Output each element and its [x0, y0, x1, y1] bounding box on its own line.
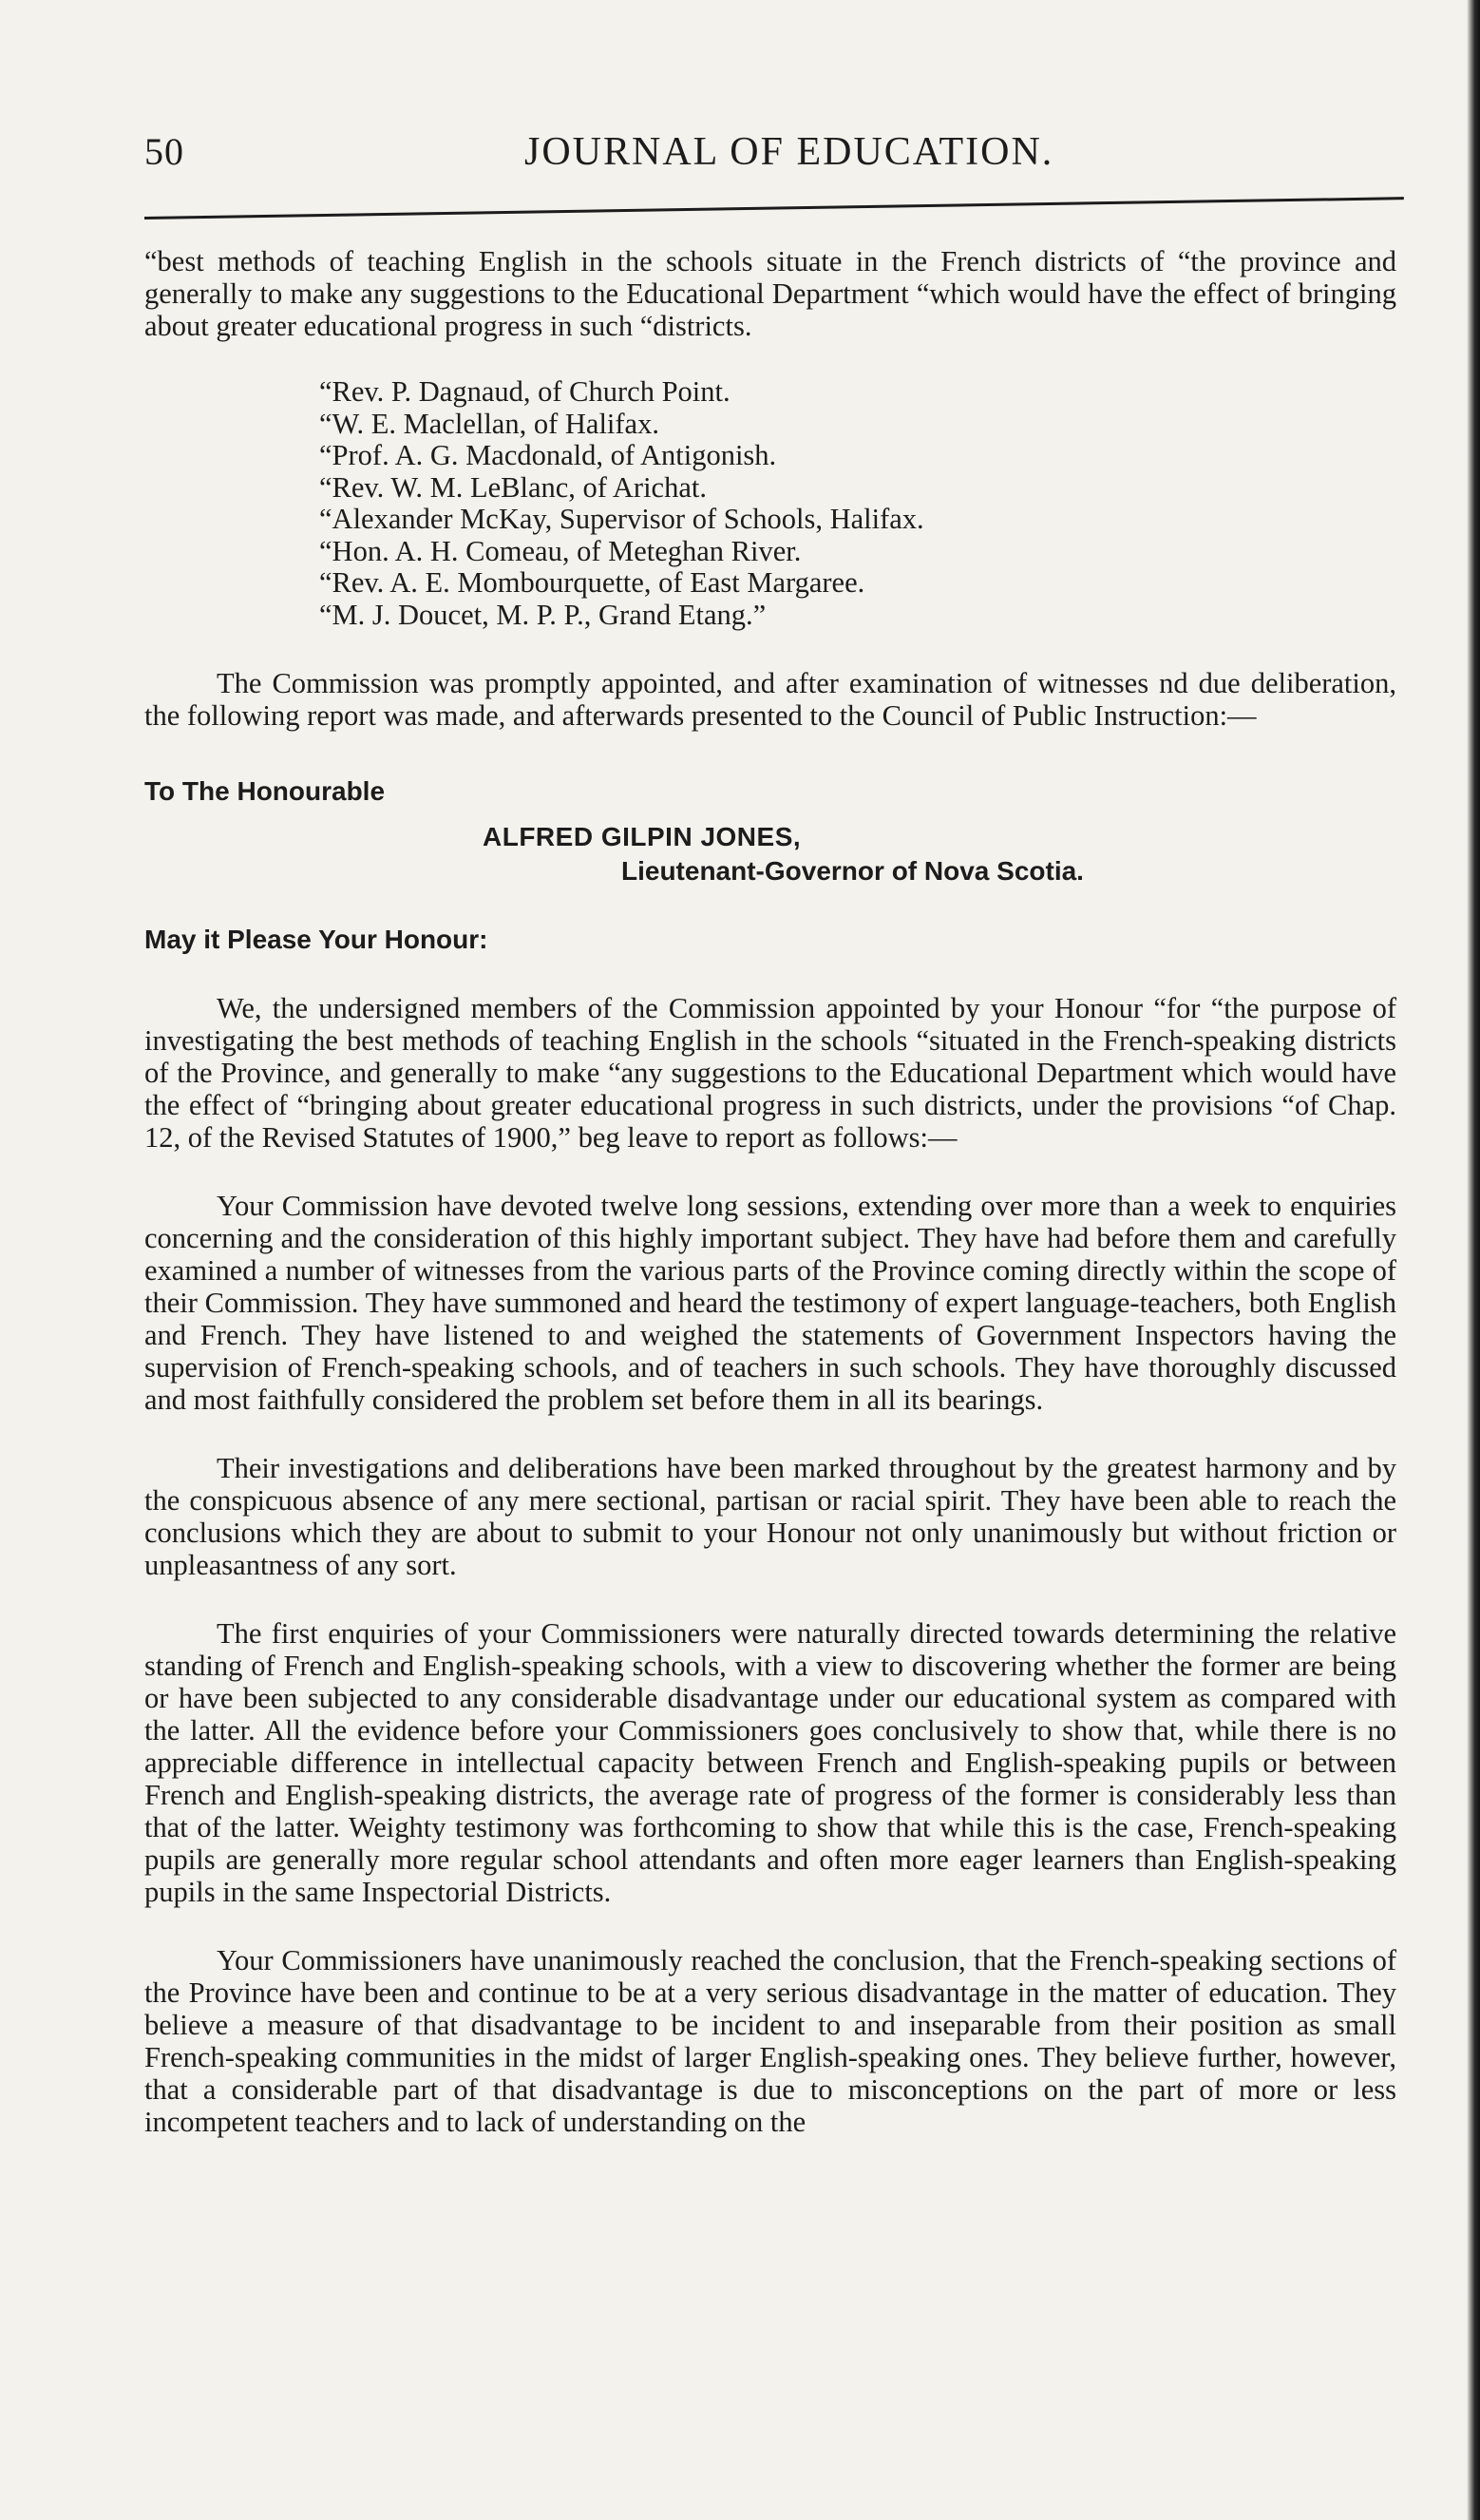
report-paragraph: The first enquiries of your Commissioners were naturally directed towards determining the relative standing of French and English-speaking schools, with a view to discovering whether the former are being or have been subjected to any considerable disadvantage under our educational system as compared with the latter. All the evidence before your Commissioners goes conclusively to show that, while there is no appreciable difference in intellectual capacity between French and English-speaking pupils or between French and English-speaking districts, the average rate of progress of the former is considerably less than that of the latter. Weighty testimony was forthcoming to show that while this is the case, French-speaking pupils are generally more regular school attendants and often more eager learners than English-speaking pupils in the same Inspectorial Districts.: [144, 1617, 1396, 1908]
report-paragraph: Your Commission have devoted twelve long sessions, extending over more than a week to enquiries concerning and the consideration of this highly important subject. They have had before them and carefully examined a number of witnesses from the various parts of the Province coming directly within the scope of their Commission. They have summoned and heard the testimony of expert language-teachers, both English and French. They have listened to and weighed the statements of Government Inspectors having the supervision of French-speaking schools, and of teachers in such schools. They have thoroughly discussed and most faithfully considered the problem set before them in all its bearings.: [144, 1190, 1396, 1416]
article-body: [144, 245, 1396, 2138]
member-entry: “Alexander McKay, Supervisor of Schools, Halifax.: [319, 503, 924, 535]
running-head: JOURNAL OF EDUCATION.: [524, 130, 1054, 174]
commission-member-list: [319, 376, 1396, 631]
report-paragraph: We, the undersigned members of the Commission appointed by your Honour “for “the purpose of investigating the best methods of teaching English in the schools “situated in the French-speaking districts of the Province, and generally to make “any suggestions to the Educational Department which would have the effect of “bringing about greater educational progress in such districts, under the provisions “of Chap. 12, of the Revised Statutes of 1900,” beg leave to report as follows:—: [144, 992, 1396, 1154]
addressee-name: ALFRED GILPIN JONES,: [483, 822, 802, 851]
member-entry: “Rev. W. M. LeBlanc, of Arichat.: [319, 470, 707, 504]
member-entry: “Rev. P. Dagnaud, of Church Point.: [319, 375, 731, 408]
report-paragraph: Your Commissioners have unanimously reached the conclusion, that the French-speaking sections of the Province have been and continue to be at a very serious disadvantage in the matter of education. They believe a measure of that disadvantage to be incident to and inseparable from their position as small French-speaking communities in the midst of larger English-speaking ones. They believe further, however, that a considerable part of that disadvantage is due to misconceptions on the part of more or less incompetent teachers and to lack of understanding on the: [144, 1944, 1396, 2138]
opening-paragraph: “best methods of teaching English in the schools situate in the French districts of “the province and generally to make any suggestions to the Educational Department “which would have the effect of bringing about greater educational progress in such “districts.: [144, 245, 1396, 342]
book-spine-shadow: [1467, 0, 1480, 2520]
member-entry: “Prof. A. G. Macdonald, of Antigonish.: [319, 439, 777, 471]
member-entry: “Rev. A. E. Mombourquette, of East Margaree.: [319, 566, 865, 599]
header-rule: [144, 197, 1404, 220]
member-entry: “M. J. Doucet, M. P. P., Grand Etang.”: [319, 598, 767, 631]
page-header: [144, 129, 1379, 186]
salutation: To The Honourable: [144, 776, 386, 806]
member-entry: “Hon. A. H. Comeau, of Meteghan River.: [319, 534, 802, 567]
greeting: May it Please Your Honour:: [144, 925, 488, 954]
addressee-title: Lieutenant-Governor of Nova Scotia.: [621, 856, 1084, 886]
appointment-paragraph: The Commission was promptly appointed, and after examination of witnesses nd due deliberation, the following report was made, and afterwards presented to the Council of Public Instruction:—: [144, 667, 1396, 732]
member-entry: “W. E. Maclellan, of Halifax.: [319, 407, 659, 440]
page-number: 50: [144, 130, 184, 173]
report-paragraph: Their investigations and deliberations have been marked throughout by the greatest harmony and by the conspicuous absence of any mere sectional, partisan or racial spirit. They have been able to reach the conclusions which they are about to submit to your Honour not only unanimously but without friction or unpleasantness of any sort.: [144, 1452, 1396, 1581]
